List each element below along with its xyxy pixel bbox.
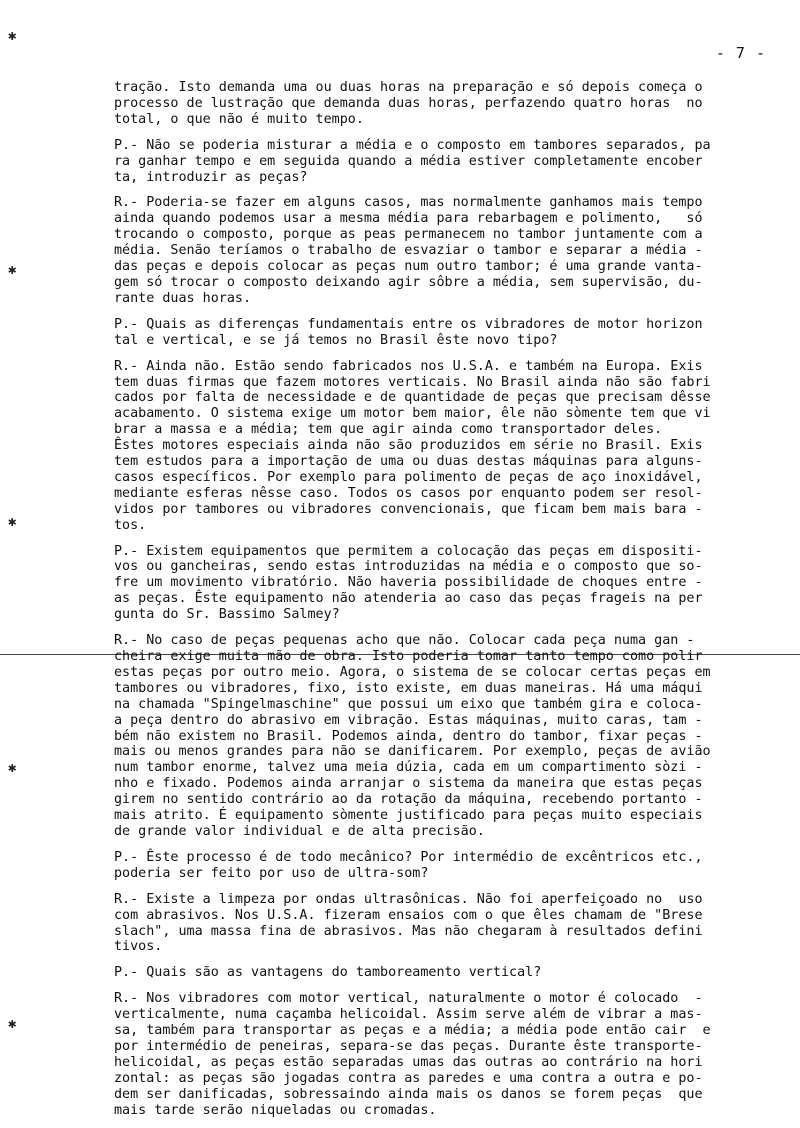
text-line: gunta do Sr. Bassimo Salmey? [114, 607, 340, 623]
text-line: brar a massa e a média; tem que agir ainda como transportador deles. [114, 422, 663, 438]
text-line: com abrasivos. Nos U.S.A. fizeram ensaios com o que êles chamam de "Brese [114, 907, 703, 923]
text-line: tal e vertical, e se já temos no Brasil êste novo tipo? [114, 332, 558, 348]
text-line: gem só trocar o composto deixando agir sôbre a média, sem supervisão, du- [114, 274, 703, 290]
text-line: mais ou menos grandes para não se danificarem. Por exemplo, peças de avião [114, 744, 711, 760]
text-line: helicoidal, as peças estão separadas umas das outras ao contrário na hori [114, 1054, 703, 1070]
text-line: R.- Ainda não. Estão sendo fabricados nos U.S.A. e também na Europa. Exis [114, 358, 703, 374]
text-line: acabamento. O sistema exige um motor bem maior, êle não sòmente tem que vi [114, 406, 711, 422]
document-body [114, 80, 760, 1128]
text-line: média. Senão teríamos o trabalho de esvaziar o tambor e separar a média - [114, 243, 703, 259]
text-line: P.- Êste processo é de todo mecânico? Por intermédio de excêntricos etc., [114, 849, 703, 865]
paragraph [114, 195, 760, 306]
text-line: verticalmente, numa caçamba helicoidal. Assim serve além de vibrar a mas- [114, 1007, 703, 1023]
text-line: girem no sentido contrário ao da rotação da máquina, recebendo portanto - [114, 792, 703, 808]
paragraph [114, 80, 760, 128]
text-line: casos específicos. Por exemplo para polimento de peças de aço inoxidável, [114, 469, 703, 485]
paragraph [114, 965, 760, 981]
text-line: processo de lustração que demanda duas horas, perfazendo quatro horas no [114, 95, 703, 111]
text-line: trocando o composto, porque as peas permanecem no tambor juntamente com a [114, 227, 703, 243]
punch-mark: ✱ [8, 1016, 17, 1032]
text-line: as peças. Êste equipamento não atenderia ao caso das peças frageis na per [114, 591, 703, 607]
text-line: estas peças por outro meio. Agora, o sistema de se colocar certas peças em [114, 664, 711, 680]
text-line: das peças e depois colocar as peças num outro tambor; é uma grande vanta- [114, 259, 703, 275]
text-line: bém não existem no Brasil. Podemos ainda, dentro do tambor, fixar peças - [114, 728, 703, 744]
punch-mark: ✱ [8, 28, 17, 44]
text-line: mais tarde serão niqueladas ou cromadas. [114, 1102, 437, 1118]
text-line: mais atrito. É equipamento sòmente justificado para peças muito especiais [114, 808, 703, 824]
text-line: tração. Isto demanda uma ou duas horas na preparação e só depois começa o [114, 80, 703, 95]
punch-mark: ✱ [8, 760, 17, 776]
paragraph [114, 850, 760, 882]
text-line: R.- No caso de peças pequenas acho que não. Colocar cada peça numa gan - [114, 633, 695, 649]
paragraph [114, 544, 760, 624]
text-line: de grande valor individual e de alta precisão. [114, 823, 485, 839]
text-line: P.- Não se poderia misturar a média e o composto em tambores separados, pa [114, 137, 711, 153]
text-line: a peça dentro do abrasivo em vibração. Estas máquinas, muito caras, tam - [114, 712, 703, 728]
text-line: P.- Existem equipamentos que permitem a colocação das peças em dispositi- [114, 543, 703, 559]
paragraph [114, 892, 760, 956]
text-line: P.- Quais as diferenças fundamentais entre os vibradores de motor horizon [114, 316, 703, 332]
text-line: vos ou gancheiras, sendo estas introduzidas na média e o composto que so- [114, 559, 703, 575]
paragraph [114, 991, 760, 1118]
text-line: na chamada "Spingelmaschine" que possui um eixo que também gira e coloca- [114, 696, 703, 712]
paragraph [114, 633, 760, 840]
text-line: Êstes motores especiais ainda não são produzidos em série no Brasil. Exis [114, 438, 703, 454]
paragraph [114, 317, 760, 349]
text-line: por intermédio de peneiras, separa-se das peças. Durante êste transporte- [114, 1038, 703, 1054]
text-line: sa, também para transportar as peças e a média; a média pode então cair e [114, 1023, 711, 1039]
text-line: R.- Poderia-se fazer em alguns casos, mas normalmente ganhamos mais tempo [114, 195, 703, 211]
text-line: tem duas firmas que fazem motores verticais. No Brasil ainda não são fabri [114, 374, 711, 390]
text-line: slach", uma massa fina de abrasivos. Mas não chegaram à resultados defini [114, 923, 703, 939]
text-line: ta, introduzir as peças? [114, 169, 308, 185]
text-line: fre um movimento vibratório. Não haveria possibilidade de choques entre - [114, 575, 703, 591]
text-line: ra ganhar tempo e em seguida quando a média estiver completamente encober [114, 153, 703, 169]
text-line: tos. [114, 517, 147, 533]
page-number: - 7 - [715, 44, 766, 62]
text-line: num tambor enorme, talvez uma meia dúzia, cada em um compartimento sòzi - [114, 760, 703, 776]
text-line: total, o que não é muito tempo. [114, 111, 364, 127]
paragraph [114, 138, 760, 186]
text-line: rante duas horas. [114, 290, 252, 306]
text-line: tambores ou vibradores, fixo, isto existe, em duas maneiras. Há uma máqui [114, 680, 703, 696]
punch-mark: ✱ [8, 514, 17, 530]
text-line: dem ser danificadas, sobressaindo ainda mais os danos se forem peças que [114, 1086, 703, 1102]
text-line: R.- Nos vibradores com motor vertical, naturalmente o motor é colocado - [114, 991, 703, 1007]
text-line: tem estudos para a importação de uma ou duas destas máquinas para alguns- [114, 454, 703, 470]
paragraph [114, 359, 760, 534]
punch-mark: ✱ [8, 262, 17, 278]
text-line: zontal: as peças são jogadas contra as paredes e uma contra a outra e po- [114, 1070, 703, 1086]
text-line: nho e fixado. Podemos ainda arranjar o sistema da maneira que estas peças [114, 776, 703, 792]
text-line: cheira exige muita mão de obra. Isto poderia tomar tanto tempo como polir [114, 649, 703, 664]
text-line: ainda quando podemos usar a mesma média para rebarbagem e polimento, só [114, 211, 703, 227]
text-line: poderia ser feito por uso de ultra-som? [114, 865, 429, 881]
text-line: P.- Quais são as vantagens do tamboreamento vertical? [114, 965, 542, 981]
text-line: vidos por tambores ou vibradores convencionais, que ficam bem mais bara - [114, 501, 703, 517]
text-line: cados por falta de necessidade e de quantidade de peças que precisam dêsse [114, 390, 711, 406]
text-line: mediante esferas nêsse caso. Todos os casos por enquanto podem ser resol- [114, 485, 703, 501]
text-line: tivos. [114, 939, 163, 955]
text-line: R.- Existe a limpeza por ondas ultrasônicas. Não foi aperfeiçoado no uso [114, 891, 703, 907]
